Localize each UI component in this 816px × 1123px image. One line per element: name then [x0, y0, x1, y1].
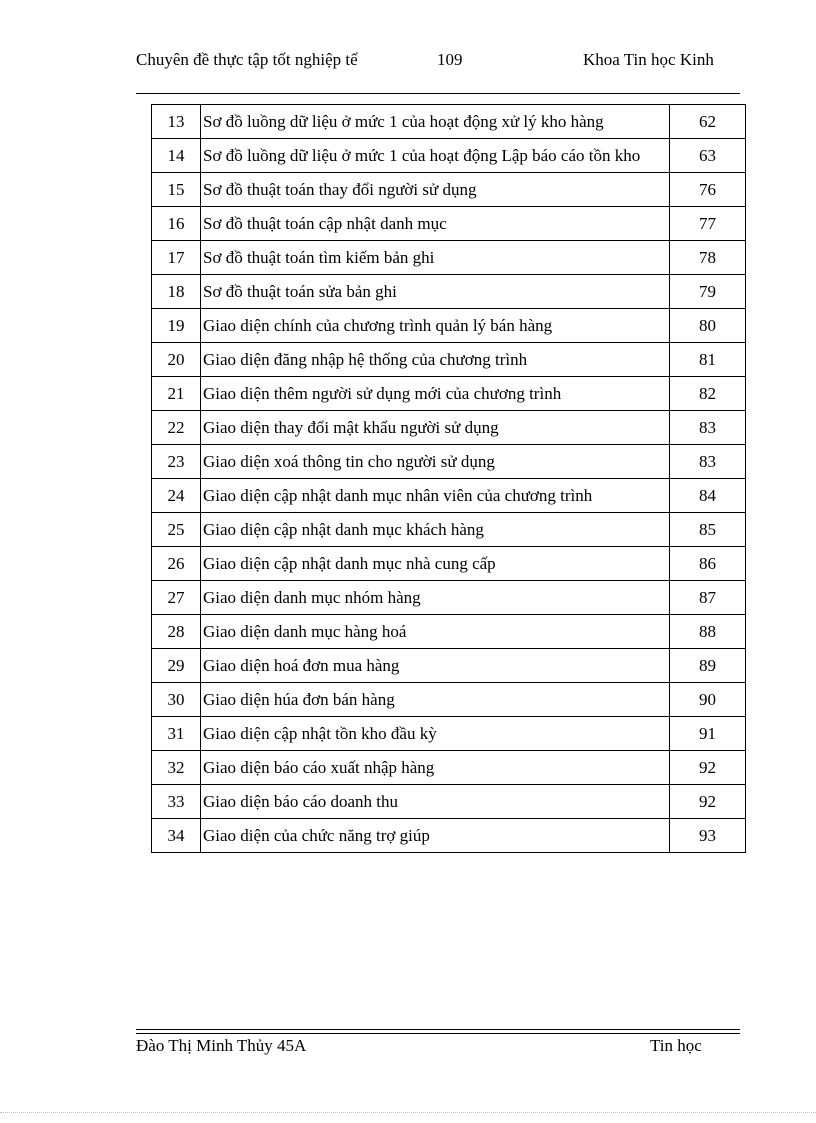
figure-number: 18	[152, 275, 201, 309]
figure-title: Giao diện danh mục hàng hoá	[201, 615, 670, 649]
figure-title: Giao diện chính của chương trình quản lý bán hàng	[201, 309, 670, 343]
figure-number: 17	[152, 241, 201, 275]
figure-title: Giao diện húa đơn bán hàng	[201, 683, 670, 717]
figure-number: 26	[152, 547, 201, 581]
figure-number: 33	[152, 785, 201, 819]
figure-title: Sơ đồ thuật toán tìm kiếm bản ghi	[201, 241, 670, 275]
footer-class: Tin học	[650, 1036, 702, 1055]
figure-title: Sơ đồ luồng dữ liệu ở mức 1 của hoạt động xử lý kho hàng	[201, 105, 670, 139]
figure-page: 83	[670, 445, 746, 479]
figure-title: Giao diện thêm người sử dụng mới của chương trình	[201, 377, 670, 411]
page-bottom-dotted-line	[0, 1112, 816, 1113]
table-row	[152, 649, 746, 683]
header-document-title: Chuyên đề thực tập tốt nghiệp tế	[136, 50, 358, 69]
figure-page: 62	[670, 105, 746, 139]
figure-page: 82	[670, 377, 746, 411]
header-page-number: 109	[437, 50, 463, 69]
table-row	[152, 173, 746, 207]
figure-page: 89	[670, 649, 746, 683]
figure-title: Giao diện đăng nhập hệ thống của chương trình	[201, 343, 670, 377]
figure-page: 78	[670, 241, 746, 275]
figure-page: 91	[670, 717, 746, 751]
table-row	[152, 751, 746, 785]
figure-page: 88	[670, 615, 746, 649]
figure-page: 80	[670, 309, 746, 343]
figure-page: 77	[670, 207, 746, 241]
table-row	[152, 615, 746, 649]
figure-number: 28	[152, 615, 201, 649]
figure-number: 21	[152, 377, 201, 411]
figure-page: 90	[670, 683, 746, 717]
table-row	[152, 309, 746, 343]
figure-number: 23	[152, 445, 201, 479]
figure-title: Giao diện của chức năng trợ giúp	[201, 819, 670, 853]
figure-number: 27	[152, 581, 201, 615]
header-rule	[136, 93, 740, 94]
figure-page: 76	[670, 173, 746, 207]
figure-number: 16	[152, 207, 201, 241]
figure-page: 79	[670, 275, 746, 309]
figure-title: Sơ đồ thuật toán sửa bản ghi	[201, 275, 670, 309]
table-row	[152, 207, 746, 241]
table-row	[152, 683, 746, 717]
figure-page: 86	[670, 547, 746, 581]
table-row	[152, 105, 746, 139]
figure-title: Sơ đồ thuật toán cập nhật danh mục	[201, 207, 670, 241]
figure-number: 34	[152, 819, 201, 853]
figure-title: Giao diện thay đổi mật khẩu người sử dụng	[201, 411, 670, 445]
figure-title: Giao diện cập nhật danh mục khách hàng	[201, 513, 670, 547]
figure-list-body	[152, 105, 746, 853]
table-row	[152, 343, 746, 377]
figure-page: 93	[670, 819, 746, 853]
figure-number: 30	[152, 683, 201, 717]
figure-title: Giao diện báo cáo doanh thu	[201, 785, 670, 819]
table-row	[152, 547, 746, 581]
table-row	[152, 275, 746, 309]
figure-title: Giao diện cập nhật tồn kho đầu kỳ	[201, 717, 670, 751]
figure-number: 32	[152, 751, 201, 785]
figure-number: 22	[152, 411, 201, 445]
table-row	[152, 241, 746, 275]
figure-page: 81	[670, 343, 746, 377]
table-row	[152, 411, 746, 445]
figure-list-table	[151, 104, 746, 853]
table-row	[152, 445, 746, 479]
figure-page: 92	[670, 751, 746, 785]
figure-title: Giao diện hoá đơn mua hàng	[201, 649, 670, 683]
figure-number: 31	[152, 717, 201, 751]
figure-page: 92	[670, 785, 746, 819]
figure-title: Sơ đồ thuật toán thay đổi người sử dụng	[201, 173, 670, 207]
figure-page: 85	[670, 513, 746, 547]
footer-author: Đào Thị Minh Thủy 45A	[136, 1036, 307, 1055]
header-department: Khoa Tin học Kinh	[583, 50, 714, 69]
figure-page: 84	[670, 479, 746, 513]
figure-number: 25	[152, 513, 201, 547]
figure-page: 87	[670, 581, 746, 615]
figure-number: 14	[152, 139, 201, 173]
figure-number: 20	[152, 343, 201, 377]
figure-title: Giao diện danh mục nhóm hàng	[201, 581, 670, 615]
figure-number: 13	[152, 105, 201, 139]
table-row	[152, 785, 746, 819]
figure-page: 83	[670, 411, 746, 445]
figure-title: Sơ đồ luồng dữ liệu ở mức 1 của hoạt động Lập báo cáo tồn kho	[201, 139, 670, 173]
figure-number: 15	[152, 173, 201, 207]
figure-title: Giao diện cập nhật danh mục nhà cung cấp	[201, 547, 670, 581]
table-row	[152, 819, 746, 853]
figure-page: 63	[670, 139, 746, 173]
figure-number: 19	[152, 309, 201, 343]
table-row	[152, 717, 746, 751]
figure-number: 29	[152, 649, 201, 683]
figure-title: Giao diện báo cáo xuất nhập hàng	[201, 751, 670, 785]
table-row	[152, 479, 746, 513]
footer-rule	[136, 1029, 740, 1034]
figure-title: Giao diện xoá thông tin cho người sử dụng	[201, 445, 670, 479]
figure-title: Giao diện cập nhật danh mục nhân viên của chương trình	[201, 479, 670, 513]
figure-number: 24	[152, 479, 201, 513]
table-row	[152, 513, 746, 547]
table-row	[152, 377, 746, 411]
table-row	[152, 139, 746, 173]
table-row	[152, 581, 746, 615]
